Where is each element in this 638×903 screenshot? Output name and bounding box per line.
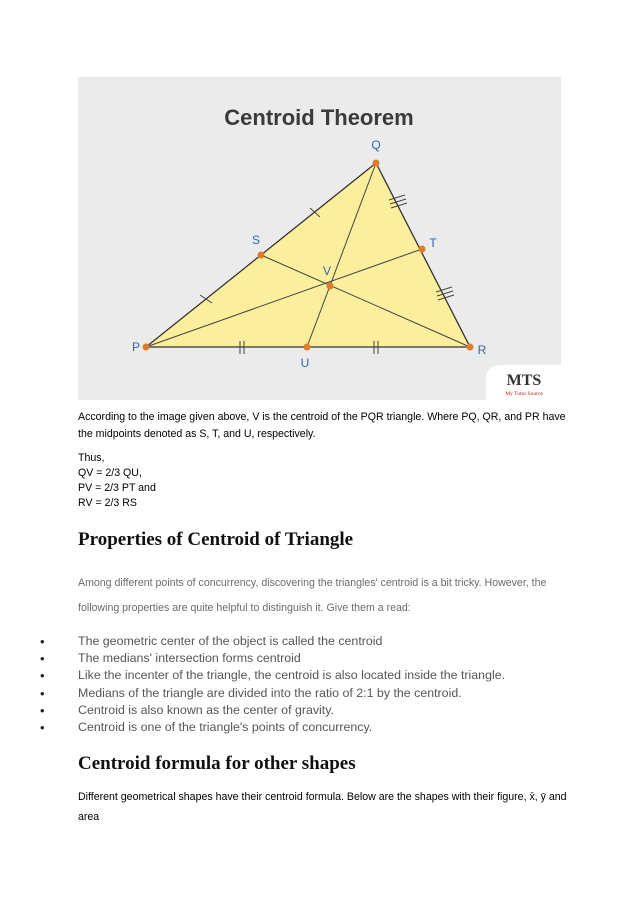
label-u: U <box>300 356 310 370</box>
centroid-ratios <box>78 451 156 511</box>
list-item-text: Centroid is one of the triangle's points of concurrency. <box>78 719 373 734</box>
properties-list <box>0 633 638 736</box>
properties-intro: Among different points of concurrency, discovering the triangles' centroid is a bit tricky. However, the following properties are quite helpful to distinguish it. Give them a read: <box>78 577 547 614</box>
list-item-text: Centroid is also known as the center of gravity. <box>78 702 334 717</box>
point-s <box>258 252 265 259</box>
bullet-icon: • <box>40 702 45 718</box>
label-p: P <box>131 340 141 354</box>
list-item <box>0 667 638 684</box>
mts-logo <box>486 365 561 400</box>
list-item <box>0 685 638 702</box>
centroid-theorem-figure <box>78 77 561 400</box>
bullet-icon: • <box>40 668 45 684</box>
label-s: S <box>251 233 261 247</box>
list-item-text: Medians of the triangle are divided into the ratio of 2:1 by the centroid. <box>78 685 462 700</box>
label-q: Q <box>371 138 381 152</box>
ratio-line: PV = 2/3 PT and <box>78 482 156 494</box>
list-item <box>0 719 638 736</box>
point-p <box>143 344 150 351</box>
ratio-line: RV = 2/3 RS <box>78 497 137 509</box>
logo-text: MTS <box>506 372 542 389</box>
ratio-line: QV = 2/3 QU, <box>78 467 142 479</box>
list-item-text: Like the incenter of the triangle, the centroid is also located inside the triangle. <box>78 668 506 683</box>
formula-text: Different geometrical shapes have their centroid formula. Below are the shapes with their figure, x̄, ȳ and area <box>78 791 567 823</box>
label-v: V <box>322 264 332 278</box>
list-item <box>0 650 638 667</box>
figure-title: Centroid Theorem <box>224 105 414 130</box>
list-item-text: The geometric center of the object is called the centroid <box>78 634 383 648</box>
thus-label: Thus, <box>78 452 105 464</box>
bullet-icon: • <box>40 651 45 667</box>
bullet-icon: • <box>40 719 45 735</box>
point-r <box>467 344 474 351</box>
bullet-icon: • <box>40 634 45 649</box>
point-q <box>373 160 380 167</box>
figure-caption: According to the image given above, V is the centroid of the PQR triangle. Where PQ, QR, and PR have the midpoints denoted as S, T, and U, respectively. <box>78 411 566 440</box>
list-item <box>0 702 638 719</box>
bullet-icon: • <box>40 685 45 701</box>
label-t: T <box>429 236 437 250</box>
point-t <box>419 246 426 253</box>
formula-heading: Centroid formula for other shapes <box>78 753 356 774</box>
properties-heading: Properties of Centroid of Triangle <box>78 529 354 550</box>
triangle-diagram <box>78 77 561 400</box>
point-v <box>327 283 334 290</box>
label-r: R <box>477 343 487 357</box>
list-item <box>0 633 638 650</box>
point-u <box>304 344 311 351</box>
list-item-text: The medians' intersection forms centroid <box>78 651 301 666</box>
logo-subtext: My Tutor Source <box>505 391 543 397</box>
